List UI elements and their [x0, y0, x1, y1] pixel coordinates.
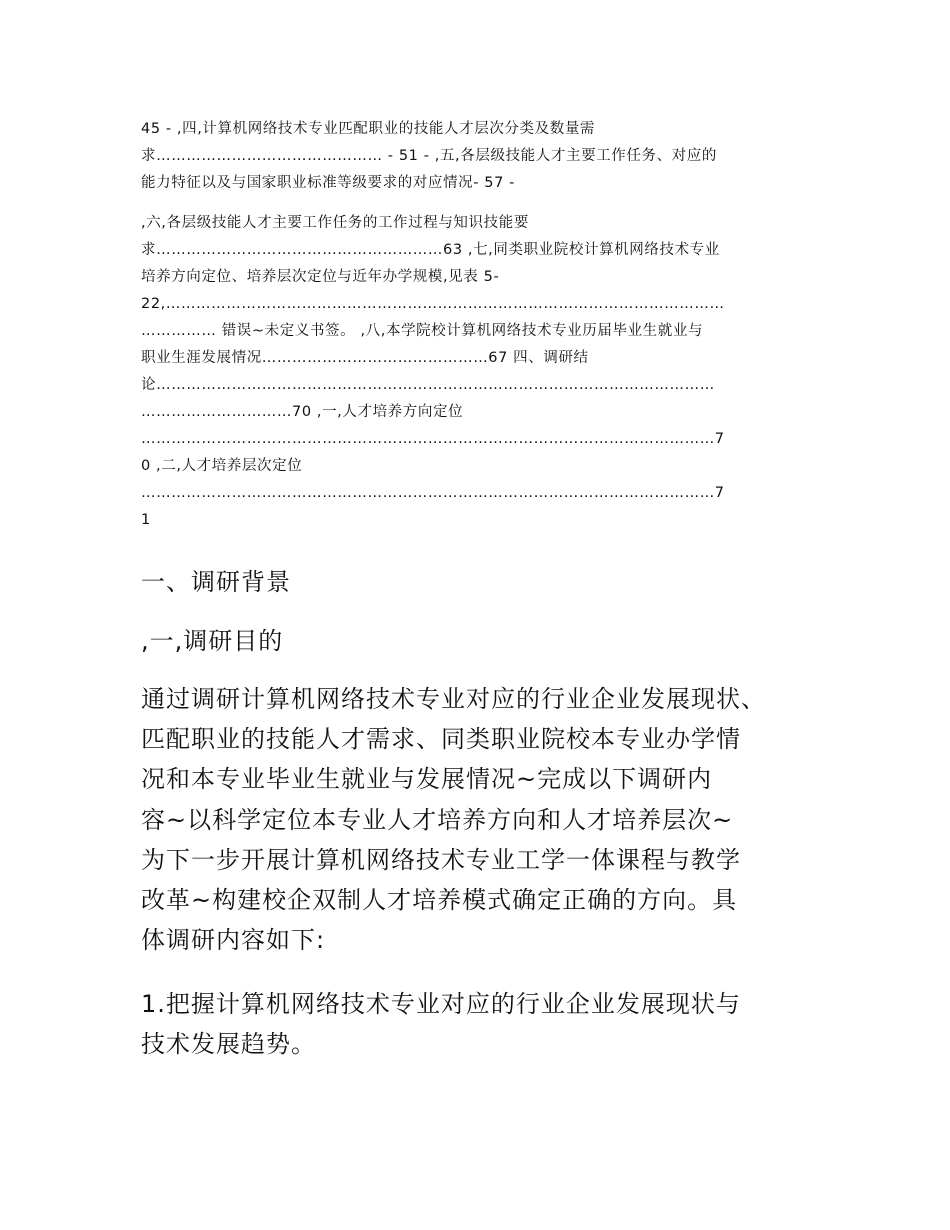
table-of-contents: [141, 116, 813, 534]
section-heading: 一、调研背景: [141, 568, 291, 596]
body-paragraph: [141, 679, 821, 960]
toc-line: 0 ,二,人才培养层次定位: [141, 458, 303, 474]
numbered-item: [141, 984, 821, 1064]
toc-line: 22,…………………………………………………………………………………………………: [141, 296, 725, 312]
paragraph-line: 通过调研计算机网络技术专业对应的行业企业发展现状、: [141, 685, 766, 713]
toc-line: 职业生涯发展情况………………………………………67 四、调研结: [141, 350, 589, 366]
paragraph-line: 为下一步开展计算机网络技术专业工学一体课程与教学: [141, 845, 741, 874]
toc-line: 1: [141, 512, 151, 528]
toc-spacer: [141, 197, 813, 210]
paragraph-line: 况和本专业毕业生就业与发展情况~完成以下调研内: [141, 765, 713, 794]
item-line: 1.把握计算机网络技术专业对应的行业企业发展现状与: [141, 990, 741, 1018]
toc-line: ,六,各层级技能人才主要工作任务的工作过程与知识技能要: [141, 215, 529, 231]
paragraph-line: 改革~构建校企双制人才培养模式确定正确的方向。具: [141, 885, 738, 914]
subsection-heading: ,一,调研目的: [141, 627, 284, 655]
toc-line: 培养方向定位、培养层次定位与近年办学规模,见表 5-: [141, 269, 500, 285]
toc-line: 求……………………………………… - 51 - ,五,各层级技能人才主要工作任务、对应的: [141, 148, 717, 164]
toc-line: 求…………………………………………………63 ,七,同类职业院校计算机网络技术专业: [141, 242, 720, 258]
paragraph-line: 容~以科学定位本专业人才培养方向和人才培养层次~: [141, 805, 734, 834]
paragraph-line: 体调研内容如下:: [141, 926, 326, 955]
toc-line: ……………………………………………………………………………………………………7: [141, 431, 725, 447]
toc-line: …………………………70 ,一,人才培养方向定位: [141, 404, 464, 420]
toc-line: ……………………………………………………………………………………………………7: [141, 485, 725, 501]
toc-line: 论…………………………………………………………………………………………………: [141, 377, 715, 393]
toc-line: 能力特征以及与国家职业标准等级要求的对应情况- 57 -: [141, 175, 515, 191]
item-line: 技术发展趋势。: [141, 1030, 316, 1059]
toc-line: 45 - ,四,计算机网络技术专业匹配职业的技能人才层次分类及数量需: [141, 121, 596, 137]
toc-line: …………… 错误~未定义书签。 ,八,本学院校计算机网络技术专业历届毕业生就业与: [141, 323, 704, 339]
paragraph-line: 匹配职业的技能人才需求、同类职业院校本专业办学情: [141, 725, 741, 754]
